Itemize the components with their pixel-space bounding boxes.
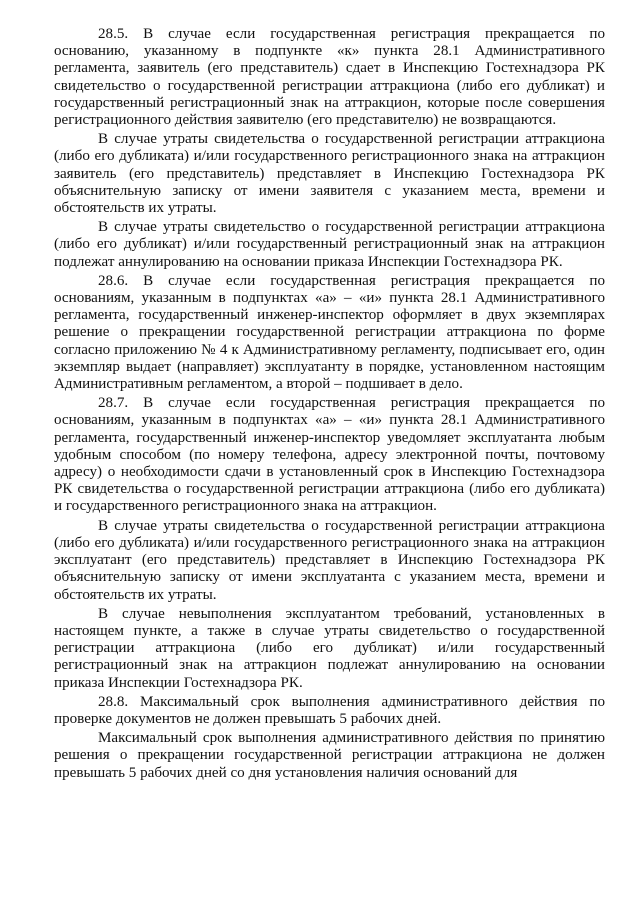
paragraph-loss-applicant: В случае утраты свидетельства о государственной регистрации аттракциона (либо его дубликата) и/или государственного регистрационного знака на аттракцион заявитель (его представитель) представляет в Инспекцию Гостехнадзора РК объяснительную записку от имени заявителя с указанием места, времени и обстоятельств их утраты. [54, 131, 605, 217]
paragraph-noncompliance: В случае невыполнения эксплуатантом требований, установленных в настоящем пункте, а также в случае утраты свидетельство о государственной регистрации аттракциона (либо его дубликат) и/или государственный регистрационный знак на аттракцион подлежат аннулированию на основании приказа Инспекции Гостехнадзора РК. [54, 605, 605, 691]
paragraph-loss-operator: В случае утраты свидетельства о государственной регистрации аттракциона (либо его дубликата) и/или государственного регистрационного знака на аттракцион эксплуатант (его представитель) представляет в Инспекцию Гостехнадзора РК объяснительную записку от имени эксплуатанта с указанием места, времени и обстоятельств их утраты. [54, 517, 605, 603]
paragraph-28-6: 28.6. В случае если государственная регистрация прекращается по основаниям, указанным в подпунктах «а» – «и» пункта 28.1 Административного регламента, государственный инженер-инспектор оформляет в двух экземплярах решение о прекращении государственной регистрации аттракциона по форме согласно приложению № 4 к Административному регламенту, подписывает его, один экземпляр выдает (направляет) эксплуатанту в порядке, установленном настоящим Административным регламентом, а второй – подшивает в дело. [54, 272, 605, 393]
document-page [54, 14, 605, 784]
paragraph-28-8: 28.8. Максимальный срок выполнения административного действия по проверке документов не должен превышать 5 рабочих дней. [54, 693, 605, 727]
paragraph-28-5: 28.5. В случае если государственная регистрация прекращается по основанию, указанному в подпункте «к» пункта 28.1 Административного регламента, заявитель (его представитель) сдает в Инспекцию Гостехнадзора РК свидетельство о государственной регистрации аттракциона (либо его дубликат) и государственный регистрационный знак на аттракцион, которые после совершения регистрационного действия заявителю (его представителю) не возвращаются. [54, 26, 605, 129]
paragraph-max-term: Максимальный срок выполнения административного действия по принятию решения о прекращении государственной регистрации аттракциона не должен превышать 5 рабочих дней со дня установления наличия оснований для [54, 730, 605, 781]
paragraph-28-7: 28.7. В случае если государственная регистрация прекращается по основаниям, указанным в подпунктах «а» – «и» пункта 28.1 Административного регламента, государственный инженер-инспектор уведомляет эксплуатанта любым удобным способом (по номеру телефона, адресу электронной почты, почтовому адресу) о необходимости сдачи в установленный срок в Инспекцию Гостехнадзора РК свидетельства о государственной регистрации аттракциона (либо его дубликата) и государственного регистрационного знака на аттракцион. [54, 395, 605, 515]
paragraph-loss-annulment: В случае утраты свидетельство о государственной регистрации аттракциона (либо его дубликат) и/или государственный регистрационный знак на аттракцион подлежат аннулированию на основании приказа Инспекции Гостехнадзора РК. [54, 219, 605, 270]
